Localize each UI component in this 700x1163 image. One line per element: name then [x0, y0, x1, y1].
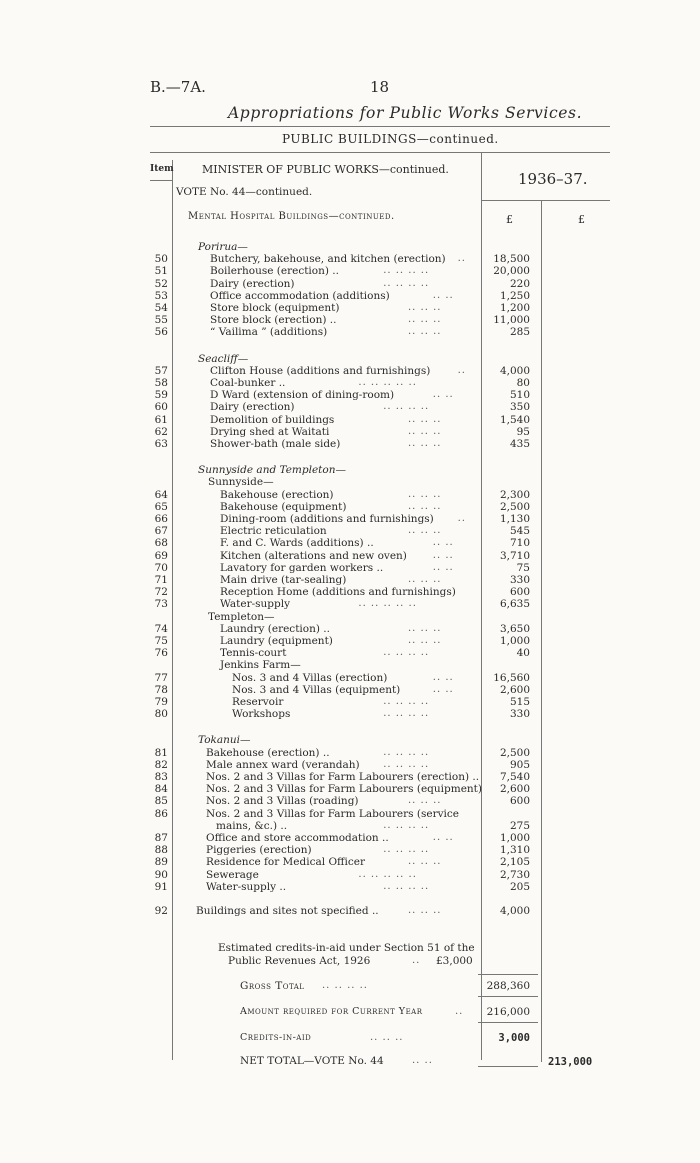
item-amount: 1,000	[499, 832, 530, 844]
amount-required-dots: ..	[455, 1006, 464, 1017]
item-amount: 600	[509, 586, 530, 599]
leader-dots: .. .. ..	[408, 438, 442, 449]
leader-dots: .. .. .. .. ..	[358, 377, 417, 388]
item-amount: 350	[509, 401, 530, 414]
page-number: 18	[370, 78, 390, 96]
leader-dots: .. ..	[432, 671, 454, 683]
leader-dots: .. ..	[432, 289, 454, 301]
leader-dots: .. .. .. .. ..	[358, 868, 417, 880]
leader-dots: .. .. ..	[408, 326, 442, 338]
leader-dots: .. .. ..	[408, 905, 442, 916]
item-description: Dining-room (additions and furnishings)	[220, 513, 434, 525]
section-subtitle: PUBLIC BUILDINGS—continued.	[282, 132, 499, 146]
leader-dots: .. .. .. ..	[383, 277, 430, 289]
item-amount: 95	[516, 425, 530, 438]
leader-dots: .. .. ..	[408, 314, 442, 326]
item-amount: 4,000	[499, 905, 530, 917]
item-description: Nos. 3 and 4 Villas (erection)	[232, 671, 388, 684]
leader-dots: .. .. .. ..	[383, 758, 430, 770]
item-number: 60	[154, 401, 168, 414]
item-number: 89	[154, 856, 168, 869]
item-amount: 1,200	[499, 302, 530, 314]
pound-sign-2: £	[578, 213, 585, 226]
leader-dots: ..	[457, 513, 466, 524]
item-amount: 16,560	[493, 671, 530, 684]
item-amount: 1,130	[499, 513, 530, 525]
item-amount: 75	[516, 561, 530, 574]
item-description: Water-supply	[220, 598, 291, 611]
item-column-rule	[172, 160, 173, 1060]
header-rule	[150, 126, 610, 127]
net-underline	[478, 1066, 538, 1067]
item-number: 86	[154, 807, 168, 820]
item-amount: 6,635	[499, 598, 530, 611]
leader-dots: .. ..	[432, 683, 454, 695]
item-description: Clifton House (additions and furnishings)	[210, 364, 431, 377]
item-description: Nos. 2 and 3 Villas for Farm Labourers (erection) ..	[206, 771, 480, 783]
credits-note-line2: Public Revenues Act, 1926	[228, 955, 371, 967]
vote-heading: VOTE No. 44—continued.	[176, 186, 313, 198]
credits-in-aid-value: 3,000	[498, 1032, 530, 1044]
item-amount: 40	[516, 647, 530, 660]
item-number: 91	[154, 880, 168, 893]
group-heading: Porirua—	[198, 241, 248, 253]
item-amount: 330	[509, 574, 530, 586]
item-description: Laundry (equipment)	[220, 635, 333, 647]
item-number: 75	[154, 635, 168, 647]
item-header-rule	[150, 180, 172, 181]
item-amount: 710	[509, 537, 530, 550]
item-column-header: Item	[150, 164, 174, 174]
leader-dots: .. .. ..	[408, 413, 442, 425]
year-heading: 1936–37.	[518, 170, 588, 188]
page-title: Appropriations for Public Works Services.	[228, 104, 583, 122]
item-number: 70	[154, 561, 168, 574]
item-amount: 545	[509, 525, 530, 538]
item-amount: 205	[509, 880, 530, 893]
leader-dots: .. .. .. ..	[383, 844, 430, 856]
leader-dots: .. .. .. ..	[383, 647, 430, 659]
leader-dots: .. .. .. ..	[383, 880, 430, 892]
item-description: mains, &c.) ..	[216, 819, 288, 832]
gross-total-value: 288,360	[486, 980, 530, 992]
item-description: Store block (erection) ..	[210, 314, 337, 327]
item-number: 54	[154, 302, 168, 314]
item-amount: 1,310	[499, 844, 530, 857]
item-number: 59	[154, 389, 168, 402]
leader-dots: ..	[457, 253, 466, 265]
section-heading: Mental Hospital Buildings—continued.	[188, 211, 395, 222]
leader-dots: .. .. ..	[408, 795, 442, 807]
gross-top-rule	[478, 974, 538, 975]
item-number: 88	[154, 844, 168, 857]
leader-dots: .. ..	[432, 832, 454, 843]
gross-bottom-rule	[478, 996, 538, 997]
leader-dots: .. .. ..	[408, 525, 442, 537]
item-description: Bakehouse (equipment)	[220, 500, 347, 513]
item-number: 72	[154, 586, 168, 599]
item-number: 50	[154, 253, 168, 266]
credits-note-dots: ..	[412, 955, 421, 966]
item-amount: 2,730	[499, 868, 530, 881]
item-description: Male annex ward (verandah)	[206, 758, 360, 771]
item-number: 67	[154, 525, 168, 538]
item-number: 79	[154, 696, 168, 708]
item-amount: 18,500	[493, 253, 530, 266]
net-total-value: 213,000	[548, 1056, 593, 1068]
credits-in-aid-label: Credits-in-aid	[240, 1032, 312, 1043]
item-amount: 2,500	[499, 746, 530, 759]
credits-in-aid-dots: .. .. ..	[370, 1032, 404, 1043]
item-description: Boilerhouse (erection) ..	[210, 265, 339, 278]
item-number: 71	[154, 574, 168, 586]
item-description: Butchery, bakehouse, and kitchen (erection)	[210, 253, 446, 266]
item-description: Residence for Medical Officer	[206, 856, 365, 869]
item-description: Drying shed at Waitati	[210, 425, 330, 438]
leader-dots: .. .. .. ..	[383, 265, 430, 277]
item-description: Nos. 2 and 3 Villas (roading)	[206, 795, 359, 808]
item-amount: 2,105	[499, 856, 530, 869]
amount-column-rule	[541, 200, 542, 1062]
item-amount: 4,000	[499, 364, 530, 377]
item-description: Dairy (erection)	[210, 277, 295, 290]
item-description: F. and C. Wards (additions) ..	[220, 537, 374, 550]
item-description: Piggeries (erection)	[206, 844, 312, 857]
item-number: 65	[154, 500, 168, 513]
item-amount: 20,000	[493, 265, 530, 278]
leader-dots: .. .. ..	[408, 425, 442, 437]
item-number: 73	[154, 598, 168, 611]
leader-dots: .. .. ..	[408, 488, 442, 500]
item-description: Reception Home (additions and furnishings)	[220, 586, 456, 599]
item-amount: 80	[516, 377, 530, 389]
leader-dots: .. ..	[432, 549, 454, 561]
item-amount: 510	[509, 389, 530, 402]
item-description: D Ward (extension of dining-room)	[210, 389, 395, 402]
item-number: 83	[154, 771, 168, 783]
item-amount: 7,540	[499, 771, 530, 783]
item-number: 82	[154, 758, 168, 771]
leader-dots: .. ..	[432, 537, 454, 549]
table-top-rule	[150, 152, 610, 153]
item-number: 85	[154, 795, 168, 808]
item-description: Demolition of buildings	[210, 413, 335, 426]
item-amount: 3,650	[499, 622, 530, 635]
item-description: “ Vailima ” (additions)	[210, 326, 328, 339]
item-amount: 275	[509, 819, 530, 832]
item-amount: 515	[509, 696, 530, 708]
item-amount: 1,250	[499, 289, 530, 302]
item-description: Buildings and sites not specified ..	[196, 905, 379, 917]
leader-dots: .. .. .. .. ..	[358, 598, 417, 610]
item-description: Kitchen (alterations and new oven)	[220, 549, 407, 562]
item-number: 81	[154, 746, 168, 759]
leader-dots: .. ..	[432, 561, 454, 573]
item-number: 58	[154, 377, 168, 389]
item-amount: 11,000	[493, 314, 530, 327]
item-description: Reservoir	[232, 696, 284, 708]
leader-dots: .. .. .. ..	[383, 401, 430, 413]
item-description: Office and store accommodation ..	[206, 832, 389, 844]
leader-dots: .. .. ..	[408, 622, 442, 634]
item-number: 57	[154, 364, 168, 377]
year-rule	[481, 200, 610, 201]
subgroup-heading: Sunnyside—	[208, 476, 274, 489]
item-number: 61	[154, 413, 168, 426]
group-heading: Tokanui—	[198, 734, 251, 747]
item-amount: 1,540	[499, 413, 530, 426]
net-total-label: NET TOTAL—VOTE No. 44	[240, 1055, 384, 1067]
item-number: 77	[154, 671, 168, 684]
item-number: 80	[154, 708, 168, 721]
item-description: Tennis-court	[220, 647, 287, 660]
item-number: 90	[154, 868, 168, 881]
leader-dots: .. .. ..	[408, 574, 442, 585]
item-amount: 330	[509, 708, 530, 721]
item-amount: 285	[509, 326, 530, 339]
leader-dots: .. .. .. ..	[383, 708, 430, 720]
gross-total-dots: .. .. .. ..	[322, 980, 368, 991]
item-description: Store block (equipment)	[210, 302, 340, 314]
item-description: Coal-bunker ..	[210, 377, 286, 389]
amount-required-label: Amount required for Current Year	[240, 1006, 423, 1017]
leader-dots: .. .. ..	[408, 500, 442, 512]
subgroup-heading: Jenkins Farm—	[220, 659, 301, 672]
pound-sign-1: £	[506, 213, 513, 226]
item-description: Office accommodation (additions)	[210, 289, 390, 302]
department-heading: MINISTER OF PUBLIC WORKS—continued.	[202, 163, 449, 176]
item-amount: 2,600	[499, 683, 530, 696]
item-amount: 435	[509, 438, 530, 450]
item-description: Dairy (erection)	[210, 401, 295, 414]
item-description: Nos. 2 and 3 Villas for Farm Labourers (service	[206, 807, 459, 820]
item-number: 87	[154, 832, 168, 844]
item-amount: 2,300	[499, 488, 530, 501]
item-description: Main drive (tar-sealing)	[220, 574, 347, 586]
item-description: Laundry (erection) ..	[220, 622, 330, 635]
leader-dots: .. .. ..	[408, 856, 442, 868]
item-number: 74	[154, 622, 168, 635]
item-number: 68	[154, 537, 168, 550]
item-description: Water-supply ..	[206, 880, 287, 893]
item-description: Shower-bath (male side)	[210, 438, 341, 450]
item-description: Lavatory for garden workers ..	[220, 561, 384, 574]
subgroup-heading: Templeton—	[208, 610, 275, 623]
item-description: Electric reticulation	[220, 525, 327, 538]
credits-note-amount: £3,000	[436, 955, 473, 967]
group-heading: Seacliff—	[198, 352, 249, 365]
leader-dots: .. .. ..	[408, 635, 442, 646]
group-heading: Sunnyside and Templeton—	[198, 464, 346, 477]
item-number: 53	[154, 289, 168, 302]
item-description: Bakehouse (erection) ..	[206, 746, 330, 759]
item-number: 78	[154, 683, 168, 696]
leader-dots: ..	[457, 364, 466, 376]
item-number: 63	[154, 438, 168, 450]
leader-dots: .. .. .. ..	[383, 746, 430, 758]
item-amount: 3,710	[499, 549, 530, 562]
item-amount: 1,000	[499, 635, 530, 647]
leader-dots: .. .. ..	[408, 302, 442, 313]
leader-dots: .. .. .. ..	[383, 819, 430, 831]
leader-dots: .. ..	[432, 389, 454, 401]
item-number: 51	[154, 265, 168, 278]
item-number: 92	[154, 905, 168, 917]
item-number: 62	[154, 425, 168, 438]
item-number: 52	[154, 277, 168, 290]
item-number: 55	[154, 314, 168, 327]
item-number: 84	[154, 783, 168, 796]
item-description: Bakehouse (erection)	[220, 488, 334, 501]
item-description: Sewerage	[206, 868, 259, 881]
leader-dots: .. .. .. ..	[383, 696, 430, 707]
item-description: Workshops	[232, 708, 291, 721]
item-amount: 905	[509, 758, 530, 771]
net-total-dots: .. ..	[412, 1055, 433, 1066]
credits-note-line1: Estimated credits-in-aid under Section 51 of the	[218, 942, 475, 954]
gross-total-label: Gross Total	[240, 980, 305, 992]
item-description: Nos. 3 and 4 Villas (equipment)	[232, 683, 401, 696]
item-amount: 600	[509, 795, 530, 808]
amount-required-value: 216,000	[486, 1006, 530, 1018]
item-number: 69	[154, 549, 168, 562]
item-number: 56	[154, 326, 168, 339]
item-amount: 2,600	[499, 783, 530, 796]
page-ref: B.—7A.	[150, 78, 206, 96]
item-number: 76	[154, 647, 168, 660]
item-description: Nos. 2 and 3 Villas for Farm Labourers (equipment)	[206, 783, 482, 796]
item-amount: 220	[509, 277, 530, 290]
item-number: 66	[154, 513, 168, 525]
amount-bottom-rule	[478, 1022, 538, 1023]
item-number: 64	[154, 488, 168, 501]
item-amount: 2,500	[499, 500, 530, 513]
